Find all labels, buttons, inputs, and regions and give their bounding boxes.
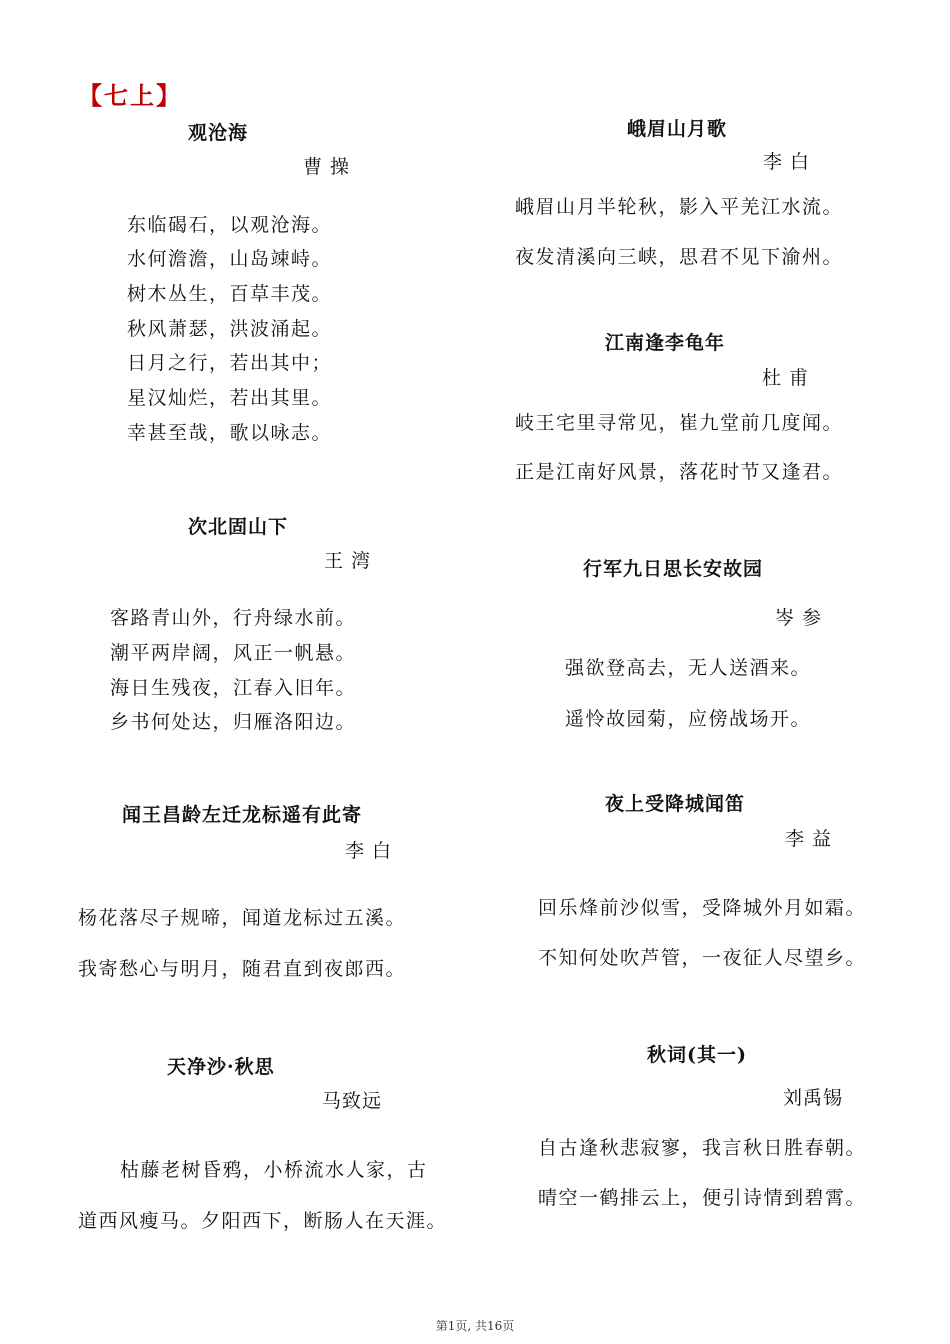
poem-author: 曹 操: [303, 156, 351, 178]
poem-line: 强欲登高去，无人送酒来。: [565, 657, 812, 679]
poem-line: 回乐烽前沙似雪，受降城外月如霜。: [538, 897, 867, 919]
poem-line: 杨花落尽子规啼，闻道龙标过五溪。: [78, 907, 407, 929]
poem-line: 客路青山外，行舟绿水前。: [110, 607, 357, 629]
poem-line: 夜发清溪向三峡，思君不见下渝州。: [515, 246, 844, 268]
poem-author: 刘禹锡: [783, 1087, 844, 1109]
poem-title: 闻王昌龄左迁龙标遥有此寄: [122, 804, 363, 826]
poem-author: 马致远: [322, 1090, 383, 1112]
poem-line: 我寄愁心与明月，随君直到夜郎西。: [78, 958, 407, 980]
poem-line: 峨眉山月半轮秋，影入平羌江水流。: [515, 196, 844, 218]
poem-author: 岑 参: [775, 607, 823, 629]
poem-title: 行军九日思长安故园: [583, 558, 764, 580]
poem-line: 水何澹澹，山岛竦峙。: [127, 248, 333, 270]
poem-line: 枯藤老树昏鸦，小桥流水人家，古: [120, 1159, 428, 1181]
poem-line: 星汉灿烂，若出其里。: [127, 387, 333, 409]
poem-author: 杜 甫: [762, 367, 810, 389]
poem-line: 日月之行，若出其中；: [127, 352, 333, 374]
poem-author: 李 益: [785, 828, 833, 850]
poem-author: 王 湾: [324, 550, 372, 572]
poem-author: 李 白: [763, 151, 811, 173]
poem-line: 遥怜故园菊，应傍战场开。: [565, 708, 812, 730]
poem-line: 不知何处吹芦管，一夜征人尽望乡。: [538, 947, 867, 969]
poem-line: 潮平两岸阔，风正一帆悬。: [110, 642, 357, 664]
poem-line: 岐王宅里寻常见，崔九堂前几度闻。: [515, 412, 844, 434]
poem-title: 江南逢李龟年: [605, 332, 726, 354]
poem-line: 乡书何处达，归雁洛阳边。: [110, 711, 357, 733]
poem-line: 幸甚至哉，歌以咏志。: [127, 422, 333, 444]
poem-line: 正是江南好风景，落花时节又逢君。: [515, 461, 844, 483]
page-footer: 第1页, 共16页: [435, 1319, 515, 1333]
poem-title: 秋词(其一): [647, 1044, 747, 1066]
poem-line: 秋风萧瑟，洪波涌起。: [127, 318, 333, 340]
poem-line: 道西风瘦马。夕阳西下，断肠人在天涯。: [78, 1210, 448, 1232]
poem-title: 夜上受降城闻笛: [605, 793, 746, 815]
poem-title: 观沧海: [188, 122, 249, 144]
poem-title: 次北固山下: [188, 516, 289, 538]
poem-line: 自古逢秋悲寂寥，我言秋日胜春朝。: [538, 1137, 867, 1159]
section-tag: 【七上】: [78, 81, 182, 110]
poem-title: 峨眉山月歌: [627, 118, 728, 140]
poem-line: 海日生残夜，江春入旧年。: [110, 677, 357, 699]
poem-title: 天净沙·秋思: [167, 1056, 275, 1078]
poem-line: 树木丛生，百草丰茂。: [127, 283, 333, 305]
poem-line: 东临碣石，以观沧海。: [127, 214, 333, 236]
poem-line: 晴空一鹤排云上，便引诗情到碧霄。: [538, 1187, 867, 1209]
poem-author: 李 白: [345, 840, 393, 862]
